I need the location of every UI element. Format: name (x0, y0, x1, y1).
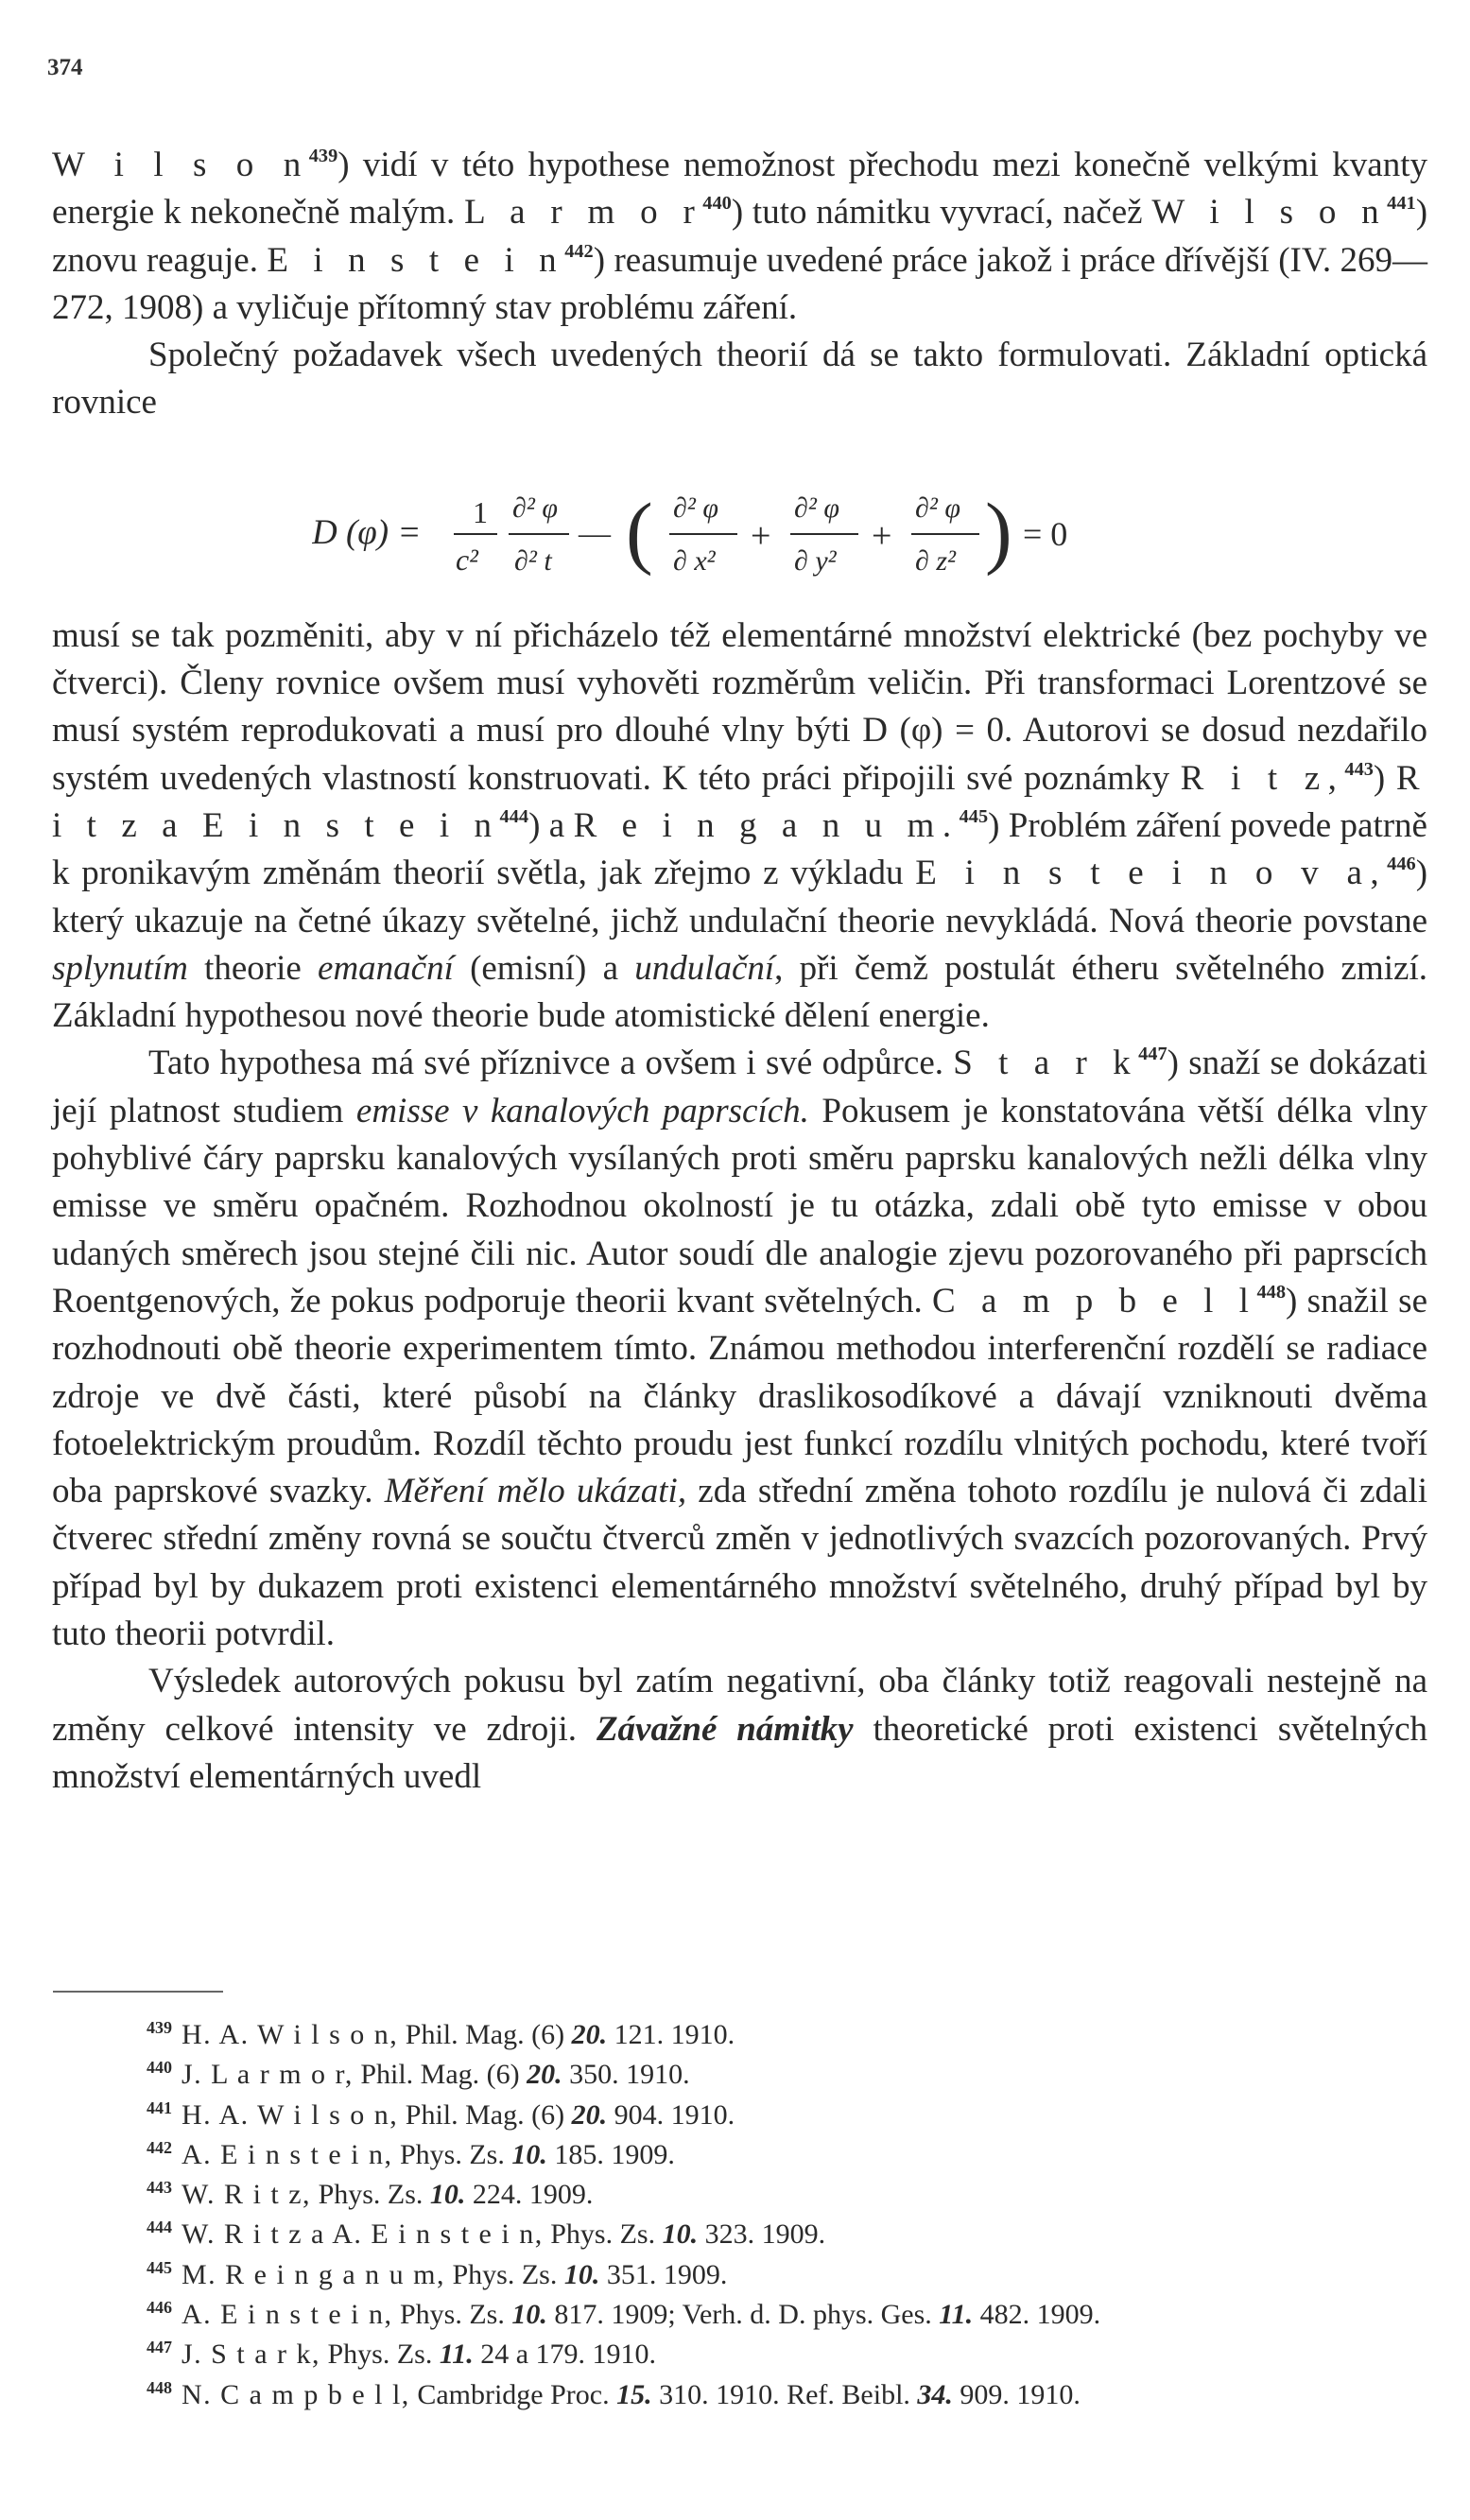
body-text (52, 142, 1427, 1801)
author-name: E i n s t e i n (267, 240, 565, 280)
fraction-denominator: ∂ x² (673, 545, 716, 577)
footnote-journal: Phys. Zs. (320, 2339, 440, 2371)
footnote-ref[interactable]: 441 (1387, 193, 1416, 215)
footnotes (147, 2011, 1432, 2411)
footnote-mark[interactable]: 440 (147, 2058, 172, 2078)
footnote-item (147, 2051, 1432, 2091)
footnote-volume: 34. (917, 2378, 953, 2410)
text: Výsledek autorových pokusu byl zatím negativní, oba články totiž reagovali nestejně na změny celkové intensity ve zdroji. (52, 1662, 1427, 1749)
footnote-pages: 323. 1909. (698, 2218, 826, 2251)
text: ) snaží se dokázati její platnost studiem (52, 1044, 1427, 1131)
paragraph-5 (52, 1658, 1427, 1801)
footnote-pages: 909. 1910. (952, 2378, 1081, 2410)
footnote-journal: Phys. Zs. (543, 2218, 663, 2251)
footnote-journal: Phys. Zs. (445, 2258, 564, 2290)
footnote-journal: Phys. Zs. (392, 2138, 512, 2170)
author-name: E i n s t e i n o v a, (915, 854, 1388, 893)
footnote-ref[interactable]: 445 (959, 805, 989, 827)
footnote-item (147, 2331, 1432, 2371)
fraction-numerator: ∂² φ (794, 492, 839, 524)
text: ) tuto námitku vyvrací, načež (731, 193, 1152, 233)
text: musí se tak pozměniti, aby v ní přicházelo též elementárné množství elektrické (bez pochyby ve čtverci). Členy rovnice ovšem musí vyhověti rozměrům veličin. Při transformaci Lorentzové se musí systém reprodukovati a musí pro dlouhé vlny býti D (φ) = 0. Autorovi se dosud nezdařilo systém uvedených vlastností konstruovati. K této práci připojili své poznámky (52, 615, 1427, 798)
footnote-journal: Phil. Mag. (6) (398, 2098, 572, 2131)
text: Tato hypothesa má své příznivce a ovšem i své odpůrce. (148, 1044, 954, 1083)
footnote-journal: Phil. Mag. (6) (353, 2059, 527, 2091)
footnote-ref[interactable]: 439 (308, 145, 338, 166)
emphasis: undulační (634, 948, 775, 988)
footnote-pages: 817. 1909; Verh. d. D. phys. Ges. (546, 2298, 940, 2330)
footnote-item (147, 2252, 1432, 2291)
footnote-journal: Cambridge Proc. (409, 2378, 617, 2410)
footnote-pages: 904. 1910. (607, 2098, 735, 2131)
footnote-journal: Phys. Zs. (311, 2178, 430, 2210)
footnote-ref[interactable]: 440 (702, 193, 732, 215)
author-name: S t a r k (953, 1044, 1139, 1083)
text: theoretické proti existenci světelných množství elementárných uvedl (52, 1709, 1428, 1796)
author-name: R i t z a E i n s t e i n (52, 758, 1428, 845)
footnote-author: H. A. W i l s o n, (182, 2098, 399, 2131)
fraction-denominator: ∂ y² (794, 545, 837, 577)
footnote-author: J. S t a r k, (182, 2339, 320, 2371)
emphasis: Měření mělo ukázati, (384, 1472, 687, 1511)
footnote-item (52, 2372, 1432, 2411)
footnote-pages: 310. 1910. Ref. Beibl. (651, 2378, 918, 2410)
emphasis: Závažné námitky (596, 1709, 854, 1749)
footnote-pages: 224. 1909. (465, 2178, 594, 2210)
footnote-journal: Phil. Mag. (6) (398, 2018, 572, 2050)
footnote-mark[interactable]: 447 (147, 2338, 172, 2357)
footnote-volume: 10. (662, 2218, 699, 2251)
footnote-pages: 24 a 179. 1910. (473, 2339, 657, 2371)
footnote-item (147, 2011, 1432, 2051)
footnote-item (52, 2291, 1432, 2331)
paragraph-4 (52, 1040, 1427, 1658)
equation-rhs: = 0 (1023, 515, 1068, 553)
text: ) znovu reaguje. (52, 193, 1428, 280)
footnote-ref[interactable]: 443 (1344, 758, 1374, 780)
footnote-mark[interactable]: 442 (147, 2137, 172, 2157)
fraction-numerator: ∂² φ (512, 492, 558, 524)
fraction-denominator: ∂² t (514, 545, 552, 577)
footnote-volume: 20. (571, 2098, 608, 2131)
footnote-volume: 11. (939, 2298, 974, 2330)
footnote-pages: 121. 1910. (607, 2018, 735, 2050)
footnote-item (147, 2211, 1432, 2251)
footnote-ref[interactable]: 446 (1387, 854, 1416, 875)
plus-sign: + (872, 516, 892, 556)
text: ) reasumuje uvedené práce jakož i práce dřívější (IV. 269—272, 1908) a vyličuje přítomný stav problému záření. (52, 240, 1427, 327)
fraction-numerator: 1 (473, 495, 488, 529)
footnote-mark[interactable]: 445 (147, 2257, 172, 2277)
footnote-volume: 10. (511, 2298, 547, 2330)
fraction-denominator: ∂ z² (915, 545, 956, 577)
footnote-author: A. E i n s t e i n, (182, 2298, 393, 2330)
text: (emisní) a (453, 948, 635, 988)
footnote-volume: 10. (429, 2178, 466, 2210)
author-name: R i t z, (1180, 758, 1345, 798)
plus-sign: + (751, 516, 771, 556)
footnote-ref[interactable]: 447 (1138, 1044, 1167, 1065)
text: ) Problém záření povede patrně k pronikavým změnám theorií světla, jak zřejmo z výkladu (52, 805, 1427, 893)
footnote-mark[interactable]: 448 (147, 2377, 172, 2397)
footnote-item (147, 2171, 1432, 2211)
left-paren: ( (626, 486, 653, 577)
author-name: W i l s o n (52, 146, 309, 184)
fraction-denominator: c² (456, 543, 478, 577)
footnote-author: N. C a m p b e l l, (182, 2378, 410, 2410)
footnote-ref[interactable]: 448 (1256, 1281, 1286, 1303)
footnote-volume: 10. (563, 2258, 600, 2290)
page-number: 374 (47, 55, 83, 80)
footnote-mark[interactable]: 446 (147, 2298, 172, 2318)
paragraph-3 (52, 613, 1427, 1041)
emphasis: emisse v kanalových paprscích. (355, 1091, 809, 1131)
footnote-mark[interactable]: 439 (147, 2018, 172, 2037)
footnote-volume: 11. (439, 2339, 474, 2371)
fraction-numerator: ∂² φ (673, 492, 718, 524)
footnote-pages: 351. 1909. (599, 2258, 728, 2290)
footnote-item (147, 2092, 1432, 2132)
author-name: C a m p b e l l (931, 1281, 1257, 1320)
text: Pokusem je konstatována větší délka vlny pohyblivé čáry paprsku kanalových vysílaných proti směru paprsku kanalových nežli délka vlny emisse ve směru opačném. Rozhodnou okolností je tu otázka, zdali obě tyto emisse v obou udaných směrech jsou stejné čili nic. Autor soudí dle analogie zjevu pozorovaného při paprscích Roentgenových, že pokus podporuje theorii kvant světelných. (52, 1091, 1427, 1320)
author-name: L a r m o r (464, 193, 703, 233)
text: theorie (187, 948, 319, 988)
emphasis: emanační (318, 948, 454, 988)
footnote-volume: 20. (527, 2059, 562, 2091)
fraction-numerator: ∂² φ (915, 492, 960, 524)
footnote-ref[interactable]: 442 (564, 240, 594, 262)
footnote-author: W. R i t z, (182, 2178, 312, 2210)
text: ) který ukazuje na četné úkazy světelné, jichž undulační theorie nevykládá. Nová theorie povstane (52, 854, 1428, 941)
footnote-volume: 15. (616, 2378, 652, 2410)
author-name: R e i n g a n u m. (573, 805, 960, 845)
footnote-mark[interactable]: 441 (147, 2097, 172, 2117)
footnote-author: M. R e i n g a n u m, (182, 2258, 445, 2290)
footnote-divider (53, 1991, 223, 1993)
equation-lhs: D (φ) = (312, 513, 422, 552)
footnote-author: W. R i t z a A. E i n s t e i n, (182, 2218, 544, 2251)
right-paren: ) (985, 486, 1012, 577)
footnote-author: A. E i n s t e i n, (182, 2138, 393, 2170)
footnote-pages: 350. 1910. (562, 2059, 690, 2091)
footnote-ref[interactable]: 444 (499, 805, 529, 827)
optical-equation (312, 477, 1163, 581)
footnote-pages: 482. 1909. (973, 2298, 1101, 2330)
footnote-author: H. A. W i l s o n, (182, 2018, 399, 2050)
footnote-mark[interactable]: 444 (147, 2218, 172, 2237)
footnote-volume: 10. (511, 2138, 547, 2170)
text: zda střední změna tohoto rozdílu je nulová či zdali čtverec střední změny rovná se součtu čtverců změn v jednotlivých svazcích pozorovaných. Prvý případ byl by dukazem proti existenci elementárného množství světelného, druhý případ byl by tuto theorii potvrdil. (52, 1472, 1428, 1654)
footnote-item (147, 2132, 1432, 2171)
footnote-pages: 185. 1909. (546, 2138, 675, 2170)
paragraph-2: Společný požadavek všech uvedených theorií dá se takto formulovati. Základní optická rovnice (52, 336, 1427, 423)
footnote-journal: Phys. Zs. (392, 2298, 512, 2330)
footnote-author: J. L a r m o r, (182, 2059, 354, 2091)
text: ) snažil se rozhodnouti obě theorie experimentem tímto. Známou methodou interferenční rozdělí se radiace zdroje ve dvě části, které působí na články draslikosodíkové a dávají vzniknouti dvěma fotoelektrickým proudům. Rozdíl těchto proudu jest funkcí rozdílu vlnitých pochodu, které tvoří oba paprskové svazky. (52, 1281, 1427, 1511)
author-name: W i l s o n (1151, 193, 1388, 233)
text: ) vidí v této hypothese nemožnost přechodu mezi konečně velkými kvanty energie k nekonečně malým. (52, 146, 1427, 233)
text: ) (1373, 758, 1396, 798)
text: ) a (528, 805, 574, 845)
text: , při čemž postulát étheru světelného zmizí. Základní hypothesou nové theorie bude atomistické dělení energie. (52, 948, 1427, 1036)
footnote-mark[interactable]: 443 (147, 2178, 172, 2198)
footnote-volume: 20. (571, 2018, 608, 2050)
minus-sign: — (579, 516, 611, 551)
paragraph-1 (52, 142, 1427, 332)
emphasis: splynutím (52, 948, 188, 988)
